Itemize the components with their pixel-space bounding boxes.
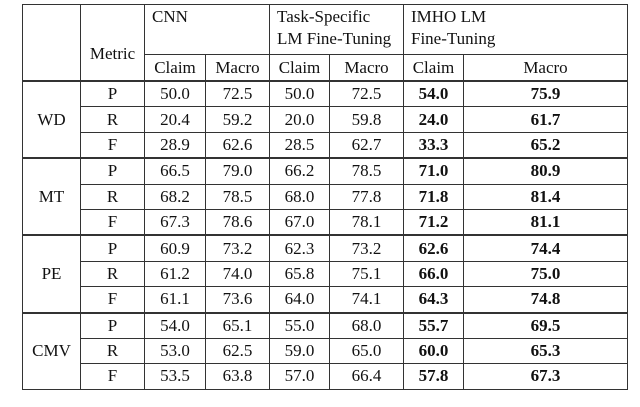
value-cell: 74.1: [330, 287, 404, 313]
value-cell: 61.1: [145, 287, 206, 313]
value-cell: 67.3: [145, 209, 206, 235]
value-cell: 74.0: [206, 261, 270, 286]
subcol-header: Macro: [330, 55, 404, 82]
value-cell: 61.7: [464, 107, 628, 132]
table-row: [23, 261, 628, 286]
metric-cell: F: [81, 132, 145, 158]
value-cell: 28.5: [270, 132, 330, 158]
dataset-label: MT: [23, 158, 81, 235]
value-cell: 62.7: [330, 132, 404, 158]
group-header-line: IMHO LM: [411, 7, 487, 26]
value-cell: 74.4: [464, 235, 628, 261]
value-cell: 59.8: [330, 107, 404, 132]
value-cell: 33.3: [404, 132, 464, 158]
value-cell: 57.0: [270, 364, 330, 389]
value-cell: 78.5: [206, 184, 270, 209]
value-cell: 69.5: [464, 313, 628, 339]
value-cell: 59.2: [206, 107, 270, 132]
subcol-header: Claim: [404, 55, 464, 82]
value-cell: 65.2: [464, 132, 628, 158]
value-cell: 71.2: [404, 209, 464, 235]
value-cell: 62.3: [270, 235, 330, 261]
group-header-cnn: [145, 5, 270, 55]
value-cell: 73.2: [330, 235, 404, 261]
value-cell: 53.0: [145, 338, 206, 363]
table-row: [23, 235, 628, 261]
value-cell: 55.7: [404, 313, 464, 339]
value-cell: 66.2: [270, 158, 330, 184]
value-cell: 74.8: [464, 287, 628, 313]
value-cell: 60.9: [145, 235, 206, 261]
metric-cell: P: [81, 313, 145, 339]
value-cell: 50.0: [145, 81, 206, 107]
value-cell: 71.8: [404, 184, 464, 209]
dataset-label: WD: [23, 81, 81, 158]
value-cell: 20.4: [145, 107, 206, 132]
value-cell: 61.2: [145, 261, 206, 286]
value-cell: 68.0: [270, 184, 330, 209]
value-cell: 80.9: [464, 158, 628, 184]
table-row: [23, 287, 628, 313]
value-cell: 63.8: [206, 364, 270, 389]
value-cell: 73.6: [206, 287, 270, 313]
value-cell: 75.1: [330, 261, 404, 286]
metric-cell: F: [81, 287, 145, 313]
value-cell: 79.0: [206, 158, 270, 184]
value-cell: 20.0: [270, 107, 330, 132]
value-cell: 66.4: [330, 364, 404, 389]
table-row: [23, 132, 628, 158]
value-cell: 67.0: [270, 209, 330, 235]
group-header-line: Task-Specific: [277, 7, 371, 26]
subcol-header: Claim: [270, 55, 330, 82]
value-cell: 68.2: [145, 184, 206, 209]
table-row: [23, 184, 628, 209]
value-cell: 71.0: [404, 158, 464, 184]
value-cell: 68.0: [330, 313, 404, 339]
dataset-label: PE: [23, 235, 81, 312]
value-cell: 50.0: [270, 81, 330, 107]
value-cell: 65.1: [206, 313, 270, 339]
metric-header: Metric: [81, 5, 145, 82]
table-row: [23, 209, 628, 235]
value-cell: 65.3: [464, 338, 628, 363]
metric-cell: R: [81, 261, 145, 286]
value-cell: 67.3: [464, 364, 628, 389]
value-cell: 73.2: [206, 235, 270, 261]
group-header-line: Fine-Tuning: [411, 29, 496, 48]
value-cell: 24.0: [404, 107, 464, 132]
value-cell: 81.4: [464, 184, 628, 209]
value-cell: 65.0: [330, 338, 404, 363]
subcol-header: Claim: [145, 55, 206, 82]
value-cell: 55.0: [270, 313, 330, 339]
value-cell: 78.5: [330, 158, 404, 184]
metric-cell: F: [81, 209, 145, 235]
value-cell: 75.9: [464, 81, 628, 107]
value-cell: 59.0: [270, 338, 330, 363]
value-cell: 54.0: [404, 81, 464, 107]
value-cell: 78.1: [330, 209, 404, 235]
group-header-line: CNN: [152, 7, 188, 26]
metric-cell: R: [81, 184, 145, 209]
subcol-header: Macro: [464, 55, 628, 82]
metric-cell: P: [81, 235, 145, 261]
table-row: [23, 107, 628, 132]
results-table: [22, 4, 628, 390]
table-row: [23, 81, 628, 107]
value-cell: 28.9: [145, 132, 206, 158]
metric-cell: R: [81, 107, 145, 132]
metric-cell: R: [81, 338, 145, 363]
dataset-label: CMV: [23, 313, 81, 390]
value-cell: 62.6: [206, 132, 270, 158]
value-cell: 54.0: [145, 313, 206, 339]
value-cell: 64.3: [404, 287, 464, 313]
value-cell: 62.5: [206, 338, 270, 363]
table-row: [23, 158, 628, 184]
header-row-1: [23, 5, 628, 55]
value-cell: 62.6: [404, 235, 464, 261]
group-header-task-specific: [270, 5, 404, 55]
table-row: [23, 313, 628, 339]
metric-cell: F: [81, 364, 145, 389]
value-cell: 81.1: [464, 209, 628, 235]
value-cell: 77.8: [330, 184, 404, 209]
value-cell: 53.5: [145, 364, 206, 389]
subcol-header: Macro: [206, 55, 270, 82]
corner-cell: [23, 5, 81, 82]
group-header-line: LM Fine-Tuning: [277, 29, 392, 48]
value-cell: 72.5: [206, 81, 270, 107]
value-cell: 64.0: [270, 287, 330, 313]
value-cell: 60.0: [404, 338, 464, 363]
value-cell: 78.6: [206, 209, 270, 235]
table-row: [23, 338, 628, 363]
group-header-imho: [404, 5, 628, 55]
value-cell: 72.5: [330, 81, 404, 107]
value-cell: 66.0: [404, 261, 464, 286]
value-cell: 75.0: [464, 261, 628, 286]
value-cell: 66.5: [145, 158, 206, 184]
metric-cell: P: [81, 81, 145, 107]
table-row: [23, 364, 628, 389]
value-cell: 65.8: [270, 261, 330, 286]
metric-cell: P: [81, 158, 145, 184]
value-cell: 57.8: [404, 364, 464, 389]
